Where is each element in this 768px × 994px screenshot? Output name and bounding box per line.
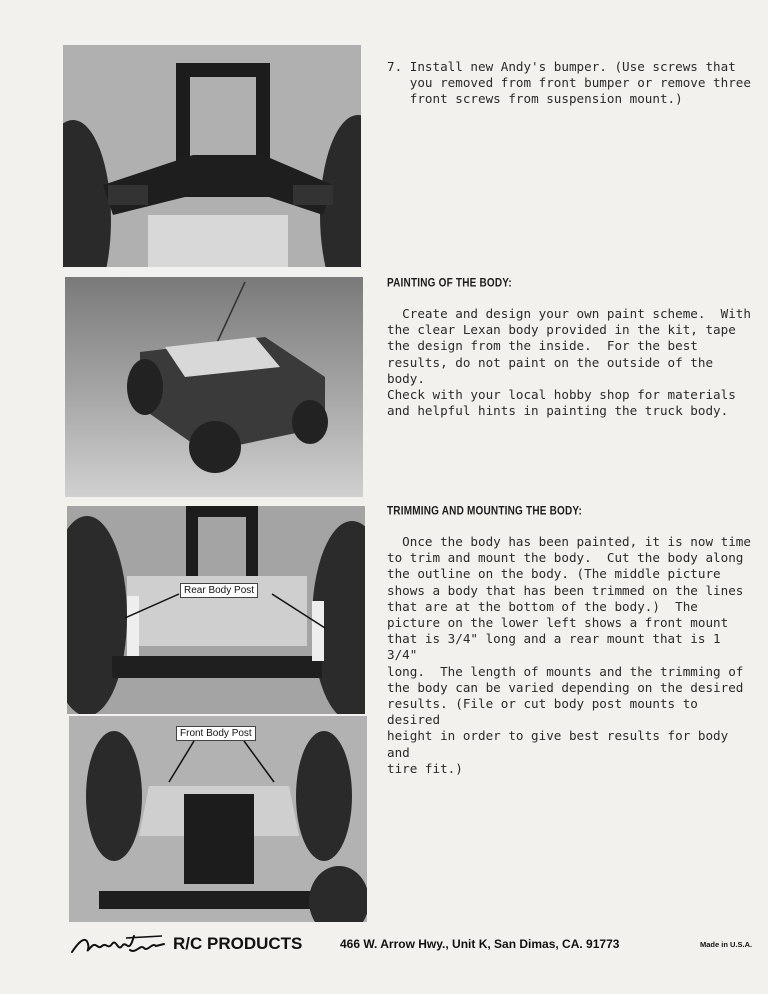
front-post-photo-art	[69, 716, 367, 922]
truck-photo	[65, 277, 363, 497]
company-address: 466 W. Arrow Hwy., Unit K, San Dimas, CA. 91773	[340, 937, 620, 951]
brand-name: R/C PRODUCTS	[173, 934, 303, 953]
truck-photo-art	[65, 277, 363, 497]
rear-post-photo-art	[67, 506, 365, 714]
painting-text: Create and design your own paint scheme. With the clear Lexan body provided in the kit, tape the design from the inside. For the best results, do not paint on the outside of the body. Check with your local hobby shop for materials and helpful hints in painting the truck body.	[387, 306, 751, 419]
footer	[70, 930, 760, 960]
rear-body-post-label: Rear Body Post	[180, 583, 258, 598]
made-in-label: Made in U.S.A.	[700, 940, 753, 949]
painting-heading: PAINTING OF THE BODY:	[387, 277, 512, 290]
trimming-text: Once the body has been painted, it is now time to trim and mount the body. Cut the body along the outline on the body. (The middle picture shows a body that has been trimmed on the lines that are at the bottom of the body.) The picture on the lower left shows a front mount that is 3/4" long and a rear mount that is 1 3/4" long. The length of mounts and the trimming of the body can be varied depending on the desired results. (File or cut body post mounts to desired height in order to give best results for body and tire fit.)	[387, 534, 751, 776]
front-body-post-photo	[69, 716, 367, 922]
bumper-photo	[63, 45, 361, 267]
trimming-heading: TRIMMING AND MOUNTING THE BODY:	[387, 505, 583, 518]
step-7-text: 7. Install new Andy's bumper. (Use screws that you removed from front bumper or remove three front screws from suspension mount.)	[387, 59, 751, 107]
andys-signature-logo	[70, 932, 166, 958]
front-body-post-label: Front Body Post	[176, 726, 256, 741]
rear-body-post-photo	[67, 506, 365, 714]
bumper-photo-art	[63, 45, 361, 267]
